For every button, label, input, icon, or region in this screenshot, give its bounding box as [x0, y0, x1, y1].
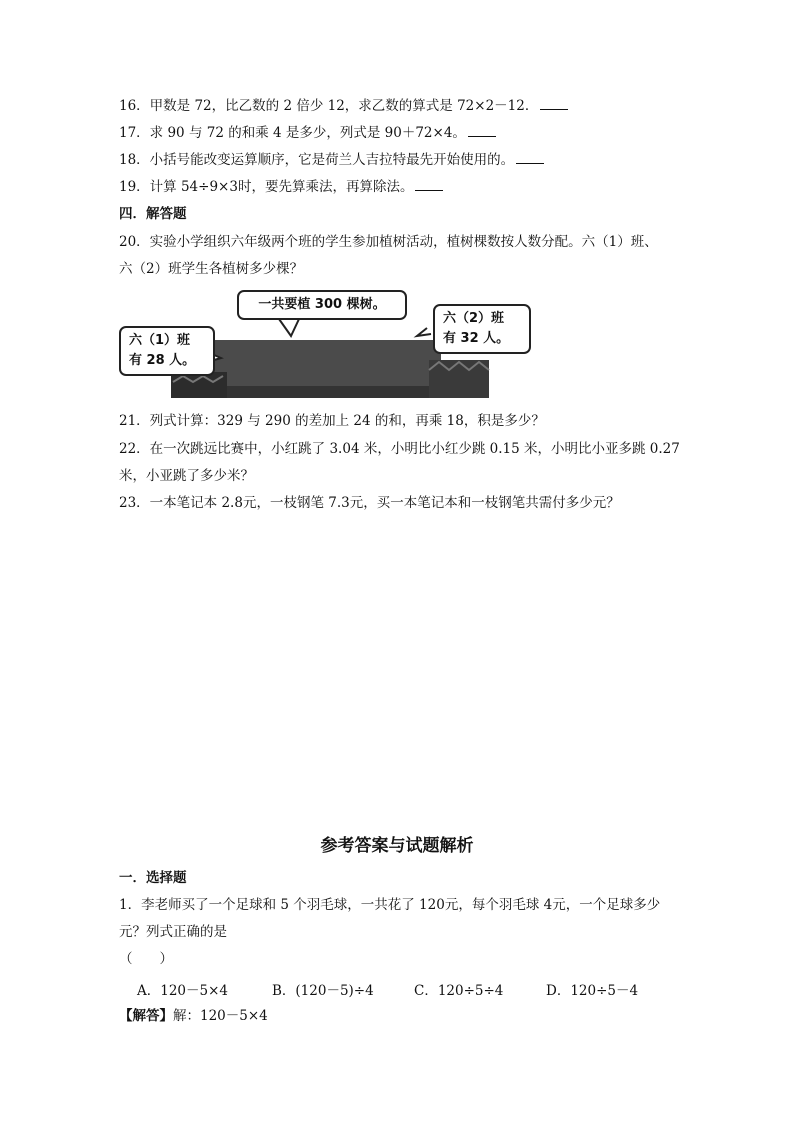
section-heading-1: 一．选择题	[119, 870, 187, 886]
tree-planting-illustration	[119, 290, 535, 400]
bubble-total: 一共要植 300 棵树。	[237, 290, 407, 320]
question-20-line2: 六（2）班学生各植树多少棵？	[119, 261, 304, 277]
section-heading-4: 四．解答题	[119, 206, 187, 222]
answer-blank	[415, 178, 443, 191]
bubble-class2-line2: 有 32 人。	[443, 331, 510, 346]
question-22-line2: 米，小亚跳了多少米？	[119, 468, 254, 484]
bubble-class2-tail	[417, 328, 431, 336]
answer-blank	[468, 124, 496, 137]
question-23: 23．一本笔记本 2.8元，一枝钢笔 7.3元，买一本笔记本和一枝钢笔共需付多少元？	[119, 495, 620, 511]
option-d: D．120÷5－4	[546, 983, 639, 999]
question-20-line1: 20．实验小学组织六年级两个班的学生参加植树活动，植树棵数按人数分配。六（1）班、	[119, 234, 658, 250]
solution-tag: 【解答】	[119, 1008, 173, 1024]
bubble-class1	[119, 326, 215, 376]
option-b: B．(120－5)÷4	[272, 983, 374, 999]
answer-blank	[540, 97, 568, 110]
bubble-class2-line1: 六（2）班	[443, 311, 505, 326]
question-16-text: 16．甲数是 72，比乙数的 2 倍少 12，求乙数的算式是 72×2－12．	[119, 98, 539, 114]
answer-q1-paren: （ ）	[119, 951, 173, 967]
answer-blank	[516, 151, 544, 164]
answer-q1-line1: 1．李老师买了一个足球和 5 个羽毛球，一共花了 120元，每个羽毛球 4元，一个足球多少	[119, 897, 661, 913]
bubble-class1-line2: 有 28 人。	[129, 353, 196, 368]
question-21: 21．列式计算：329 与 290 的差加上 24 的和，再乘 18，积是多少？	[119, 413, 545, 429]
option-c: C．120÷5÷4	[414, 983, 504, 999]
right-shrubs	[429, 360, 489, 398]
question-19-text: 19．计算 54÷9×3时，要先算乘法，再算除法。	[119, 179, 414, 195]
answers-title: 参考答案与试题解析	[320, 836, 474, 856]
solution-line	[119, 1007, 268, 1025]
bubble-class1-line1: 六（1）班	[129, 333, 191, 348]
question-18-text: 18．小括号能改变运算顺序，它是荷兰人吉拉特最先开始使用的。	[119, 152, 515, 168]
question-17-text: 17．求 90 与 72 的和乘 4 是多少，列式是 90＋72×4。	[119, 125, 466, 141]
question-19	[119, 178, 443, 196]
question-22-line1: 22．在一次跳远比赛中，小红跳了 3.04 米，小明比小红少跳 0.15 米，小明比小亚多跳 0.27	[119, 441, 680, 457]
question-18	[119, 151, 544, 169]
bubble-total-tail	[279, 319, 299, 336]
bubble-class2	[433, 304, 531, 354]
question-17	[119, 124, 496, 142]
option-a: A．120－5×4	[137, 983, 229, 999]
question-16	[119, 97, 568, 115]
answer-q1-line2: 元？列式正确的是	[119, 924, 227, 940]
solution-text: 解：120－5×4	[173, 1008, 268, 1024]
